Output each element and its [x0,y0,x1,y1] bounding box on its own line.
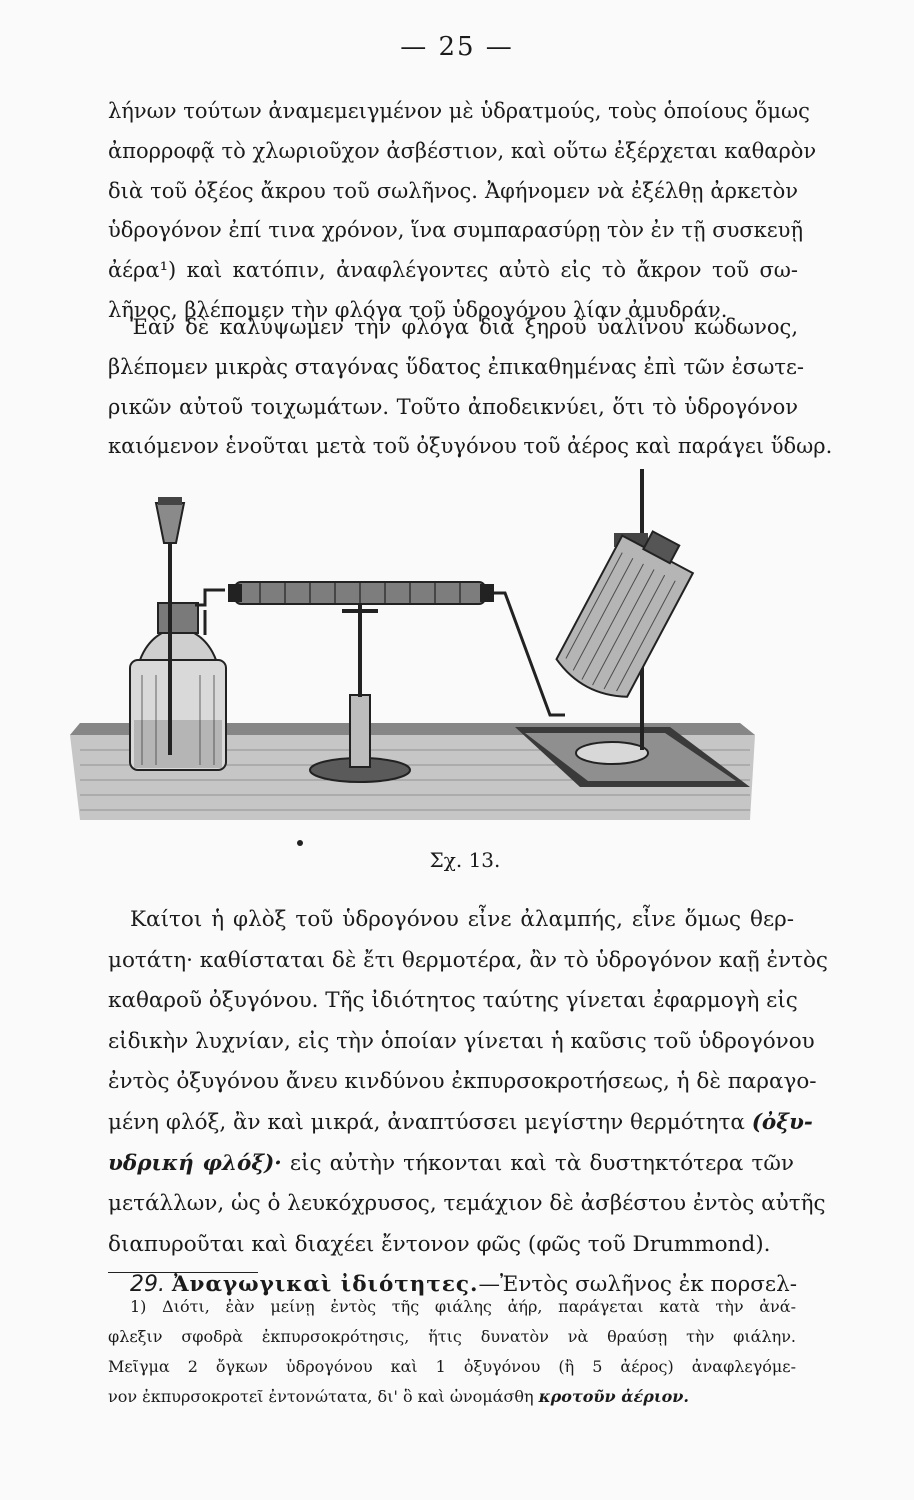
glass-bell [552,520,702,706]
section-title: Ἀναγωγικαὶ ἰδιότητες. [171,1272,479,1298]
footnote-divider [108,1272,258,1273]
text-line: ρικῶν αὐτοῦ τοιχωμάτων. Τοῦτο ἀποδεικνύει, ὅτι τὸ ὑδρογόνον [108,394,798,419]
text-line [108,1144,794,1185]
text-line: λῆνος, βλέπομεν τὴν φλόγα τοῦ ὑδρογόνου λίαν ἀμυδράν. [108,297,728,322]
text-line: Καίτοι ἡ φλὸξ τοῦ ὑδρογόνου εἶνε ἀλαμπής, εἶνε ὅμως θερ- [130,907,794,932]
text-run: μένη φλόξ, ἂν καὶ μικρά, ἀναπτύσσει μεγίστην θερμότητα [108,1109,745,1135]
paragraph-1 [108,92,817,331]
oxyhydrogen-term: (ὀξυ- [751,1109,813,1135]
section-number: 29. [130,1272,165,1298]
figure-caption: Σχ. 13. [429,848,501,872]
text-line: διὰ τοῦ ὀξέος ἄκρου τοῦ σωλῆνος. Ἀφήνομεν νὰ ἐξέλθῃ ἀρκετὸν [108,178,798,203]
page-number: — 25 — [400,32,514,62]
text-run: νον ἐκπυρσοκροτεῖ ἐντονώτατα, δι' ὃ καὶ ὠνομάσθη [108,1387,539,1406]
text-run: —Ἐντὸς σωλῆνος ἐκ πορσελ- [478,1272,797,1298]
text-line: λήνων τούτων ἀναμεμειγμένον μὲ ὑδρατμούς, τοὺς ὁποίους ὅμως [108,99,810,123]
text-line: ἐντὸς ὀξυγόνου ἄνευ κινδύνου ἐκπυρσοκροτήσεως, ἡ δὲ παραγο- [108,1069,817,1095]
footnote-line: 1) Διότι, ἐὰν μείνῃ ἐντὸς τῆς φιάλης ἀήρ, παράγεται κατὰ τὴν ἀνά- [130,1297,796,1316]
text-line: καθαροῦ ὀξυγόνου. Τῆς ἰδιότητος ταύτης γίνεται ἐφαρμογὴ εἰς [108,988,798,1014]
drying-tube [228,582,494,604]
text-line: ἀπορροφᾷ τὸ χλωριοῦχον ἀσβέστιον, καὶ οὕτω ἐξέρχεται καθαρὸν [108,138,817,163]
outlet-tube [492,593,565,715]
text-line: καιόμενον ἑνοῦται μετὰ τοῦ ὀξυγόνου τοῦ ἀέρος καὶ παράγει ὕδωρ. [108,434,833,459]
footnote-line [108,1382,796,1412]
paragraph-3 [108,900,828,1306]
delivery-tube [195,590,225,635]
footnote-line: Μεῖγμα 2 ὄγκων ὑδρογόνου καὶ 1 ὀξυγόνου (ἢ 5 ἀέρος) ἀναφλεγόμε- [108,1357,796,1376]
footnote [108,1292,796,1412]
text-line: βλέπομεν μικρὰς σταγόνας ὕδατος ἐπικαθημένας ἐπὶ τῶν ἐσωτε- [108,354,804,379]
footnote-line: φλεξιν σφοδρὰ ἐκπυρσοκρότησις, ἥτις δυνατὸν νὰ θραύσῃ τὴν φιάλην. [108,1327,796,1346]
footnote-term: κροτοῦν ἀέριον. [538,1387,689,1406]
text-run: εἰς αὐτὴν τήκονται καὶ τὰ δυστηκτότερα τῶν [281,1150,794,1176]
print-speck [297,840,303,846]
text-line: εἰδικὴν λυχνίαν, εἰς τὴν ὁποίαν γίνεται ἡ καῦσις τοῦ ὑδρογόνου [108,1028,815,1054]
text-line: ὑδρογόνον ἐπί τινα χρόνον, ἵνα συμπαρασύρῃ τὸν ἐν τῇ συσκευῇ [108,218,804,243]
figure-caption-row [0,848,914,872]
text-line: μοτάτη· καθίσταται δὲ ἔτι θερμοτέρα, ἂν τὸ ὑδρογόνον καῇ ἐντὸς [108,947,828,973]
text-line: μετάλλων, ὡς ὁ λευκόχρυσος, τεμάχιον δὲ ἀσβέστου ἐντὸς αὐτῆς [108,1191,826,1217]
text-line: διαπυροῦται καὶ διαχέει ἔντονον φῶς (φῶς τοῦ Drummond). [108,1231,771,1257]
text-line: Ἐὰν δὲ καλύψωμεν τὴν φλόγα διὰ ξηροῦ ὑαλίνου κώδωνος, [130,315,798,339]
apparatus-figure [60,465,820,845]
text-line [108,1103,813,1144]
gas-bottle [130,603,226,770]
paragraph-2 [108,308,833,467]
text-line: ἀέρα¹) καὶ κατόπιν, ἀναφλέγοντες αὐτὸ εἰς τὸ ἄκρον τοῦ σω- [108,258,798,283]
oxyhydrogen-term: υδρική φλόξ)· [108,1150,282,1176]
